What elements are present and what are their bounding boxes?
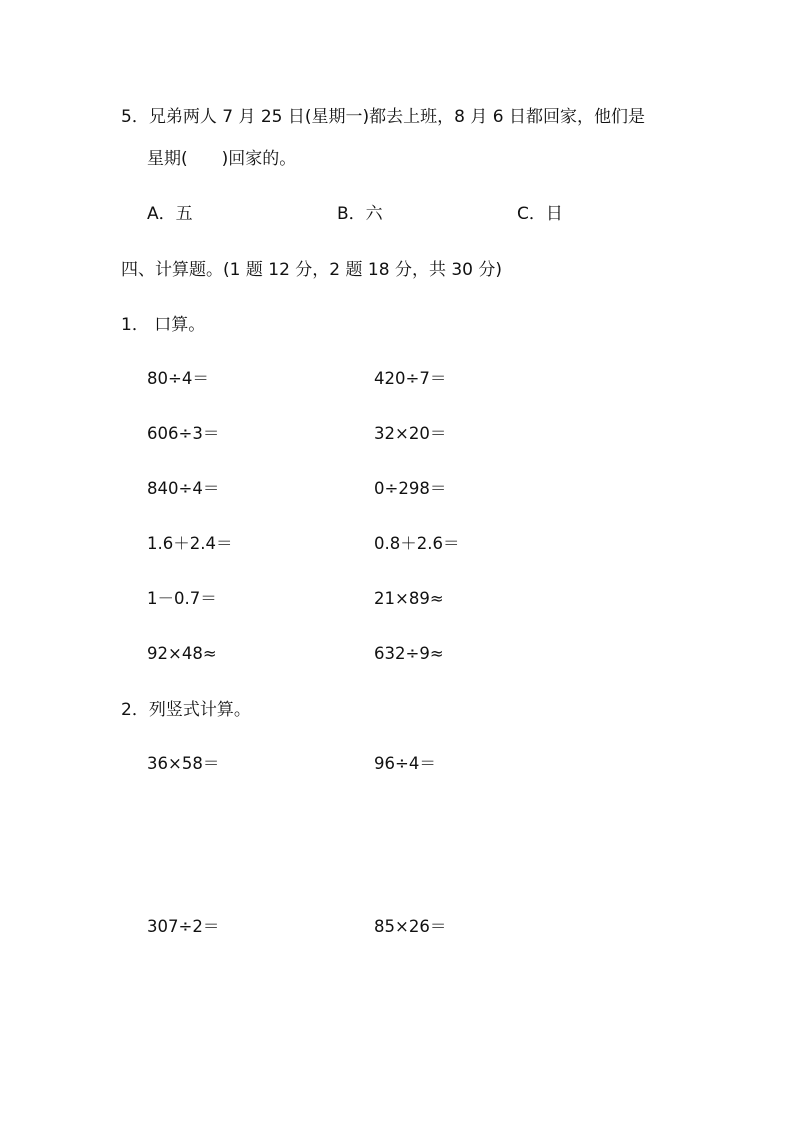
oral-calc-item: 92×48≈ [147,644,217,663]
oral-calc-item: 1.6＋2.4＝ [147,534,233,553]
question-5-text-continued: 星期( )回家的。 [147,149,297,169]
oral-calc-item: 0.8＋2.6＝ [374,534,460,553]
option-b: B．六 [337,204,383,224]
question-5-text: 5．兄弟两人 7 月 25 日(星期一)都去上班，8 月 6 日都回家，他们是 [121,107,645,127]
option-c: C．日 [517,204,563,224]
part-2-title: 2．列竖式计算。 [121,700,251,720]
vertical-calc-item: 85×26＝ [374,917,447,936]
oral-calc-item: 21×89≈ [374,589,444,608]
section-4-title: 四、计算题。(1 题 12 分，2 题 18 分，共 30 分) [121,260,503,280]
option-a: A．五 [147,204,193,224]
oral-calc-item: 420÷7＝ [374,369,447,388]
vertical-calc-item: 307÷2＝ [147,917,220,936]
oral-calc-item: 840÷4＝ [147,479,220,498]
vertical-calc-item: 96÷4＝ [374,754,436,773]
oral-calc-item: 1－0.7＝ [147,589,217,608]
oral-calc-item: 606÷3＝ [147,424,220,443]
oral-calc-item: 0÷298＝ [374,479,447,498]
oral-calc-item: 80÷4＝ [147,369,209,388]
part-1-title: 1． 口算。 [121,315,206,335]
oral-calc-item: 32×20＝ [374,424,447,443]
vertical-calc-item: 36×58＝ [147,754,220,773]
oral-calc-item: 632÷9≈ [374,644,444,663]
